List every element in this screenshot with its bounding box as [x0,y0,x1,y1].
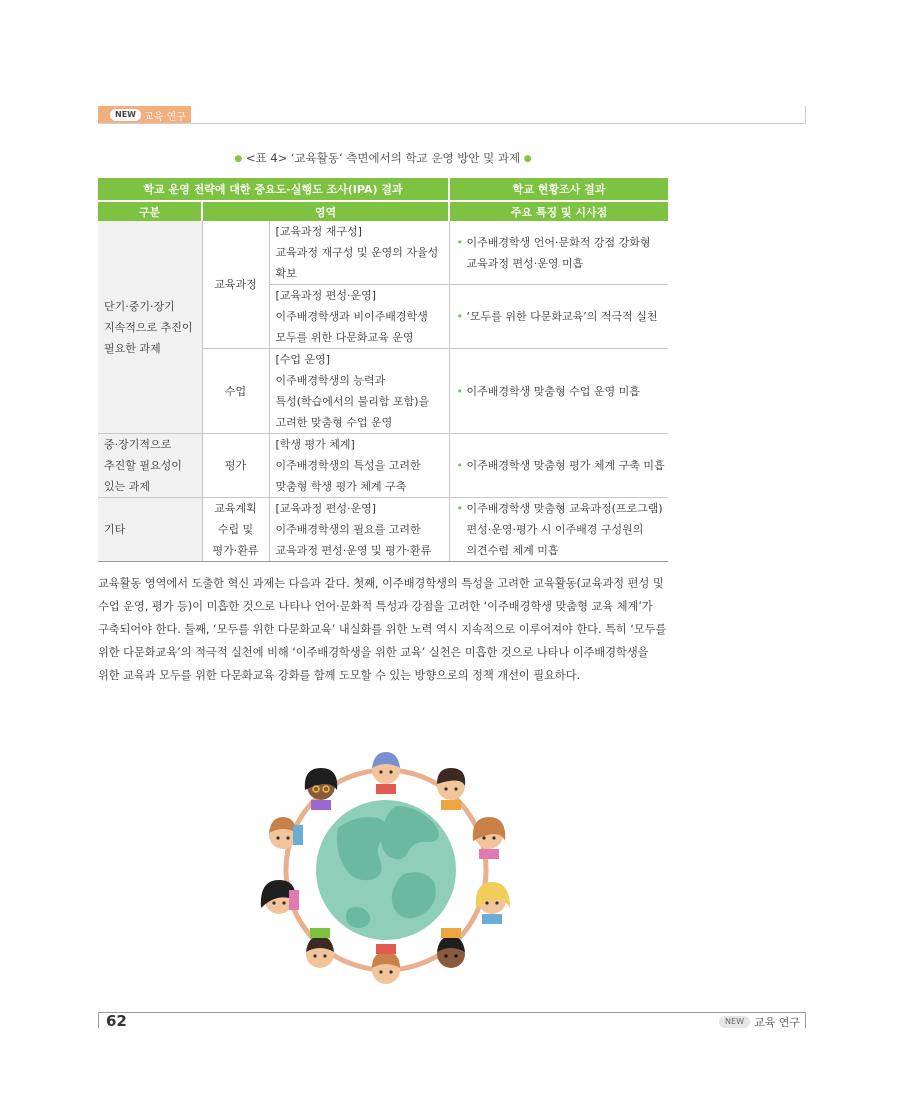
header-field: 영역 [202,201,449,221]
footer-rule-left [98,1012,99,1028]
footer-brand-text: 교육 연구 [753,1016,800,1029]
area-cell: 평가 [202,434,269,498]
field-cell: [교육과정 편성·운영] 이주배경학생과 비이주배경학생 모두를 위한 다문화교육 운영 [269,285,449,349]
result-cell: • 이주배경학생 맞춤형 평가 체계 구축 미흡 [449,434,668,498]
table-header-row-2 [98,201,668,221]
globe-children-illustration [246,740,526,1000]
strategy-table [98,178,668,562]
header-findings: 주요 특징 및 시사점 [449,201,668,221]
table-row [98,498,668,562]
area-cell: 교육계획 수립 및 평가·환류 [202,498,269,562]
header-survey: 학교 현황조사 결과 [449,178,668,201]
table-header-row-1 [98,178,668,201]
footer-brand [719,1014,800,1030]
running-header [98,106,806,124]
bullet-dot-icon: ● [234,154,243,164]
page-number: 62 [106,1012,127,1030]
area-cell: 수업 [202,349,269,434]
caption-text: <표 4> ‘교육활동’ 측면에서의 학교 운영 방안 및 과제 [245,151,521,165]
result-cell: • 이주배경학생 맞춤형 수업 운영 미흡 [449,349,668,434]
header-category: 구분 [98,201,202,221]
field-cell: [학생 평가 체계] 이주배경학생의 특성을 고려한 맞춤형 학생 평가 체계 구축 [269,434,449,498]
field-cell: [교육과정 재구성] 교육과정 재구성 및 운영의 자율성 확보 [269,221,449,285]
footer-rule-right [805,1012,806,1028]
header-rule [98,123,806,124]
footer-new-badge: NEW [719,1016,750,1028]
header-rule-end [805,106,806,124]
globe-icon [316,800,456,940]
result-cell: • 이주배경학생 언어·문화적 강점 강화형 교육과정 편성·운영 미흡 [449,221,668,285]
result-cell: • ‘모두를 위한 다문화교육’의 적극적 실천 [449,285,668,349]
table-row [98,221,668,285]
bullet-dot-icon: ● [523,154,532,164]
header-ipa: 학교 운영 전략에 대한 중요도-실행도 조사(IPA) 결과 [98,178,449,201]
header-tab [98,106,191,124]
footer-rule [98,1012,806,1013]
header-new-badge: NEW [110,109,141,121]
group-cell: 기타 [98,498,202,562]
field-cell: [수업 운영] 이주배경학생의 능력과 특성(학습에서의 불리함 포함)을 고려한 맞춤형 수업 운영 [269,349,449,434]
group-cell: 중·장기적으로 추진할 필요성이 있는 과제 [98,434,202,498]
field-cell: [교육과정 편성·운영] 이주배경학생의 필요를 고려한 교육과정 편성·운영 및 평가·환류 [269,498,449,562]
table-row [98,434,668,498]
body-paragraph: 교육활동 영역에서 도출한 혁신 과제는 다음과 같다. 첫째, 이주배경학생의 특성을 고려한 교육활동(교육과정 편성 및 수업 운영, 평가 등)이 미흡한 것으로 나타나 언어·문화적 특성과 강점을 고려한 ‘이주배경학생 맞춤형 교육 체계’가 구축되어야 한다. 둘째, ‘모두를 위한 다문화교육’ 내실화를 위한 노력 역시 지속적으로 이루어져야 한다. 특히 ‘모두를 위한 다문화교육’의 적극적 실천에 비해 ‘이주배경학생을 위한 교육’ 실천은 미흡한 것으로 나타나 이주배경학생을 위한 교육과 모두를 위한 다문화교육 강화를 함께 도모할 수 있는 방향으로의 정책 개선이 필요하다. [98,577,667,682]
area-cell: 교육과정 [202,221,269,349]
group-cell: 단기·중기·장기 지속적으로 추진이 필요한 과제 [98,221,202,434]
header-section: 교육 연구 [143,111,186,123]
table-caption [98,150,668,166]
result-cell: • 이주배경학생 맞춤형 교육과정(프로그램) 편성·운영·평가 시 이주배경 구성원의 의견수렴 체계 미흡 [449,498,668,562]
